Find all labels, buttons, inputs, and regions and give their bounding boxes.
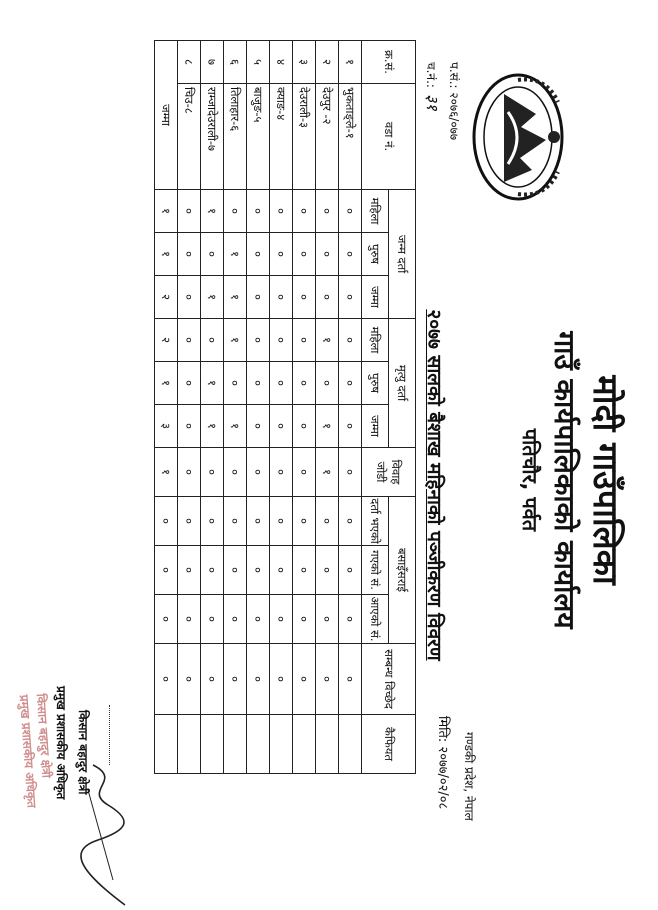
cell-ward: चिउ-८ <box>178 84 201 190</box>
total-mg3: ० <box>155 595 178 644</box>
document-date: मिति: २०७७/०२/०८ <box>435 716 450 810</box>
cell-dt: ० <box>178 405 201 448</box>
cell-ward: बाजुङ-५ <box>247 84 270 190</box>
signatory-title: प्रमुख प्रशासकीय अधिकृत <box>54 686 68 800</box>
header-divorce: सम्बन्ध विच्छेद <box>362 644 416 715</box>
cell-bm: ० <box>201 233 224 276</box>
header-migration-out: गएको सं. <box>362 546 389 595</box>
header-ward: वडा नं. <box>362 84 416 190</box>
table-row <box>247 41 270 774</box>
cell-df: ० <box>247 319 270 362</box>
cell-rem <box>316 715 339 774</box>
cell-mg2: ० <box>178 546 201 595</box>
cell-mg3: ० <box>293 595 316 644</box>
total-df: २ <box>155 319 178 362</box>
cell-mg2: ० <box>316 546 339 595</box>
total-rem <box>155 715 178 774</box>
cell-bf: ० <box>316 190 339 233</box>
cell-mg1: ० <box>224 497 247 546</box>
cell-mar: ० <box>293 448 316 497</box>
cell-mg2: ० <box>247 546 270 595</box>
cell-mg1: ० <box>201 497 224 546</box>
cell-mar: ० <box>339 448 362 497</box>
header-marriage: विवाह जोडी <box>362 448 416 497</box>
cell-bm: ० <box>178 233 201 276</box>
dispatch-value: ३१ <box>423 93 442 111</box>
header-migration-in: आएको सं. <box>362 595 389 644</box>
cell-sn: १ <box>339 41 362 84</box>
cell-mg3: ० <box>201 595 224 644</box>
cell-bf: १ <box>201 190 224 233</box>
cell-bt: ० <box>293 276 316 319</box>
cell-df: ० <box>293 319 316 362</box>
header-birth-total: जम्मा <box>362 276 389 319</box>
cell-bf: ० <box>339 190 362 233</box>
cell-df: ० <box>339 319 362 362</box>
cell-bm: ० <box>270 233 293 276</box>
cell-div: ० <box>293 644 316 715</box>
cell-ward: राम्जादेउराली-७ <box>201 84 224 190</box>
cell-dt: ० <box>339 405 362 448</box>
letter-number: प.सं.: २०७६/०७७ <box>447 62 461 141</box>
signatory-name: किसान बहादुर क्षेत्री <box>76 710 90 795</box>
cell-sn: ४ <box>270 41 293 84</box>
cell-ward: भुकताङ्ले-१ <box>339 84 362 190</box>
cell-sn: ८ <box>178 41 201 84</box>
cell-mg3: ० <box>178 595 201 644</box>
cell-bm: १ <box>224 233 247 276</box>
office-title: गाउँ कार्यपालिकाको कार्यालय <box>548 331 581 629</box>
cell-mg3: ० <box>270 595 293 644</box>
cell-mg1: ० <box>339 497 362 546</box>
cell-div: ० <box>178 644 201 715</box>
table-row <box>339 41 362 774</box>
cell-bm: ० <box>293 233 316 276</box>
header-migration: बसाइँसराई <box>389 497 416 644</box>
cell-sn: २ <box>316 41 339 84</box>
cell-bf: ० <box>247 190 270 233</box>
cell-div: ० <box>316 644 339 715</box>
cell-bm: ० <box>316 233 339 276</box>
cell-df: १ <box>316 319 339 362</box>
cell-rem <box>201 715 224 774</box>
header-birth: जन्म दर्ता <box>389 190 416 319</box>
cell-bm: ० <box>339 233 362 276</box>
total-label: जम्मा <box>155 41 178 190</box>
cell-div: ० <box>339 644 362 715</box>
cell-mar: ० <box>224 448 247 497</box>
cell-df: ० <box>201 319 224 362</box>
province-label: गण्डकी प्रदेश, नेपाल <box>462 732 476 821</box>
cell-dt: १ <box>224 405 247 448</box>
header-death-total: जम्मा <box>362 405 389 448</box>
cell-div: ० <box>201 644 224 715</box>
cell-rem <box>339 715 362 774</box>
cell-mg2: ० <box>201 546 224 595</box>
office-name: मोदी गाउँपालिका <box>585 375 625 585</box>
table-row <box>224 41 247 774</box>
cell-ward: क्याङ-४ <box>270 84 293 190</box>
cell-bt: ० <box>247 276 270 319</box>
cell-mg3: ० <box>339 595 362 644</box>
header-death: मृत्यु दर्ता <box>389 319 416 448</box>
cell-sn: ६ <box>224 41 247 84</box>
table-row <box>178 41 201 774</box>
header-birth-female: महिला <box>362 190 389 233</box>
cell-dt: ० <box>247 405 270 448</box>
total-row <box>155 41 178 774</box>
cell-mg1: ० <box>178 497 201 546</box>
cell-bf: ० <box>270 190 293 233</box>
cell-mg3: ० <box>224 595 247 644</box>
total-bt: २ <box>155 276 178 319</box>
stamp-title: प्रमुख प्रशासकीय अधिकृत <box>16 694 39 809</box>
cell-dm: ० <box>270 362 293 405</box>
header-sn: क्र.सं. <box>362 41 416 84</box>
cell-dt: १ <box>316 405 339 448</box>
cell-dm: १ <box>201 362 224 405</box>
municipality-logo <box>471 72 566 202</box>
header-migration-registered: दर्ता भएको <box>362 497 389 546</box>
cell-ward: देउराली-३ <box>293 84 316 190</box>
cell-mar: ० <box>247 448 270 497</box>
header-death-female: महिला <box>362 319 389 362</box>
cell-bf: ० <box>178 190 201 233</box>
cell-mg1: ० <box>293 497 316 546</box>
cell-mg2: ० <box>293 546 316 595</box>
cell-sn: ५ <box>247 41 270 84</box>
total-bf: १ <box>155 190 178 233</box>
cell-dm: ० <box>339 362 362 405</box>
table-row <box>201 41 224 774</box>
cell-ward: तिलाहार-६ <box>224 84 247 190</box>
header-birth-male: पुरुष <box>362 233 389 276</box>
cell-mg2: ० <box>270 546 293 595</box>
cell-bt: ० <box>339 276 362 319</box>
table-body <box>155 41 362 774</box>
cell-mar: ० <box>201 448 224 497</box>
cell-bt: ० <box>316 276 339 319</box>
cell-dt: ० <box>270 405 293 448</box>
total-div: ० <box>155 644 178 715</box>
cell-sn: ३ <box>293 41 316 84</box>
cell-dm: ० <box>224 362 247 405</box>
cell-mar: १ <box>316 448 339 497</box>
cell-div: ० <box>270 644 293 715</box>
cell-mg1: ० <box>247 497 270 546</box>
total-dt: ३ <box>155 405 178 448</box>
total-mar: १ <box>155 448 178 497</box>
cell-mg1: ० <box>270 497 293 546</box>
header-remarks: कैफियत <box>362 715 416 774</box>
cell-mg1: ० <box>316 497 339 546</box>
cell-bt: ० <box>270 276 293 319</box>
cell-div: ० <box>247 644 270 715</box>
cell-rem <box>224 715 247 774</box>
cell-bf: ० <box>293 190 316 233</box>
registration-table <box>154 40 416 774</box>
cell-mg3: ० <box>247 595 270 644</box>
total-dm: १ <box>155 362 178 405</box>
total-mg2: ० <box>155 546 178 595</box>
cell-df: ० <box>270 319 293 362</box>
cell-dm: ० <box>316 362 339 405</box>
cell-mg2: ० <box>224 546 247 595</box>
cell-mar: ० <box>270 448 293 497</box>
header-death-male: पुरुष <box>362 362 389 405</box>
total-bm: १ <box>155 233 178 276</box>
report-heading: २०७७ सालको बैशाख महिनाको पञ्जीकरण विवरण <box>423 309 445 661</box>
cell-rem <box>293 715 316 774</box>
table-row <box>316 41 339 774</box>
cell-rem <box>178 715 201 774</box>
signature-line <box>109 705 110 765</box>
cell-df: ० <box>178 319 201 362</box>
cell-dm: ० <box>178 362 201 405</box>
cell-sn: ७ <box>201 41 224 84</box>
cell-bm: ० <box>247 233 270 276</box>
dispatch-label: च.नं.: <box>424 62 438 88</box>
cell-div: ० <box>224 644 247 715</box>
cell-rem <box>270 715 293 774</box>
cell-dm: ० <box>247 362 270 405</box>
cell-dt: १ <box>201 405 224 448</box>
cell-bf: ० <box>224 190 247 233</box>
cell-mg3: ० <box>316 595 339 644</box>
cell-rem <box>247 715 270 774</box>
cell-dm: ० <box>293 362 316 405</box>
table-row <box>270 41 293 774</box>
cell-bt: १ <box>201 276 224 319</box>
cell-ward: देउपुर -२ <box>316 84 339 190</box>
stamp-name: किसान बहादुर क्षेत्री <box>33 693 54 779</box>
cell-df: १ <box>224 319 247 362</box>
office-address: पतिचौर, पर्वत <box>518 428 542 532</box>
cell-mar: ० <box>178 448 201 497</box>
cell-dt: ० <box>293 405 316 448</box>
cell-bt: ० <box>178 276 201 319</box>
cell-mg2: ० <box>339 546 362 595</box>
total-mg1: ० <box>155 497 178 546</box>
cell-bt: १ <box>224 276 247 319</box>
dispatch-number <box>422 62 444 111</box>
table-row <box>293 41 316 774</box>
